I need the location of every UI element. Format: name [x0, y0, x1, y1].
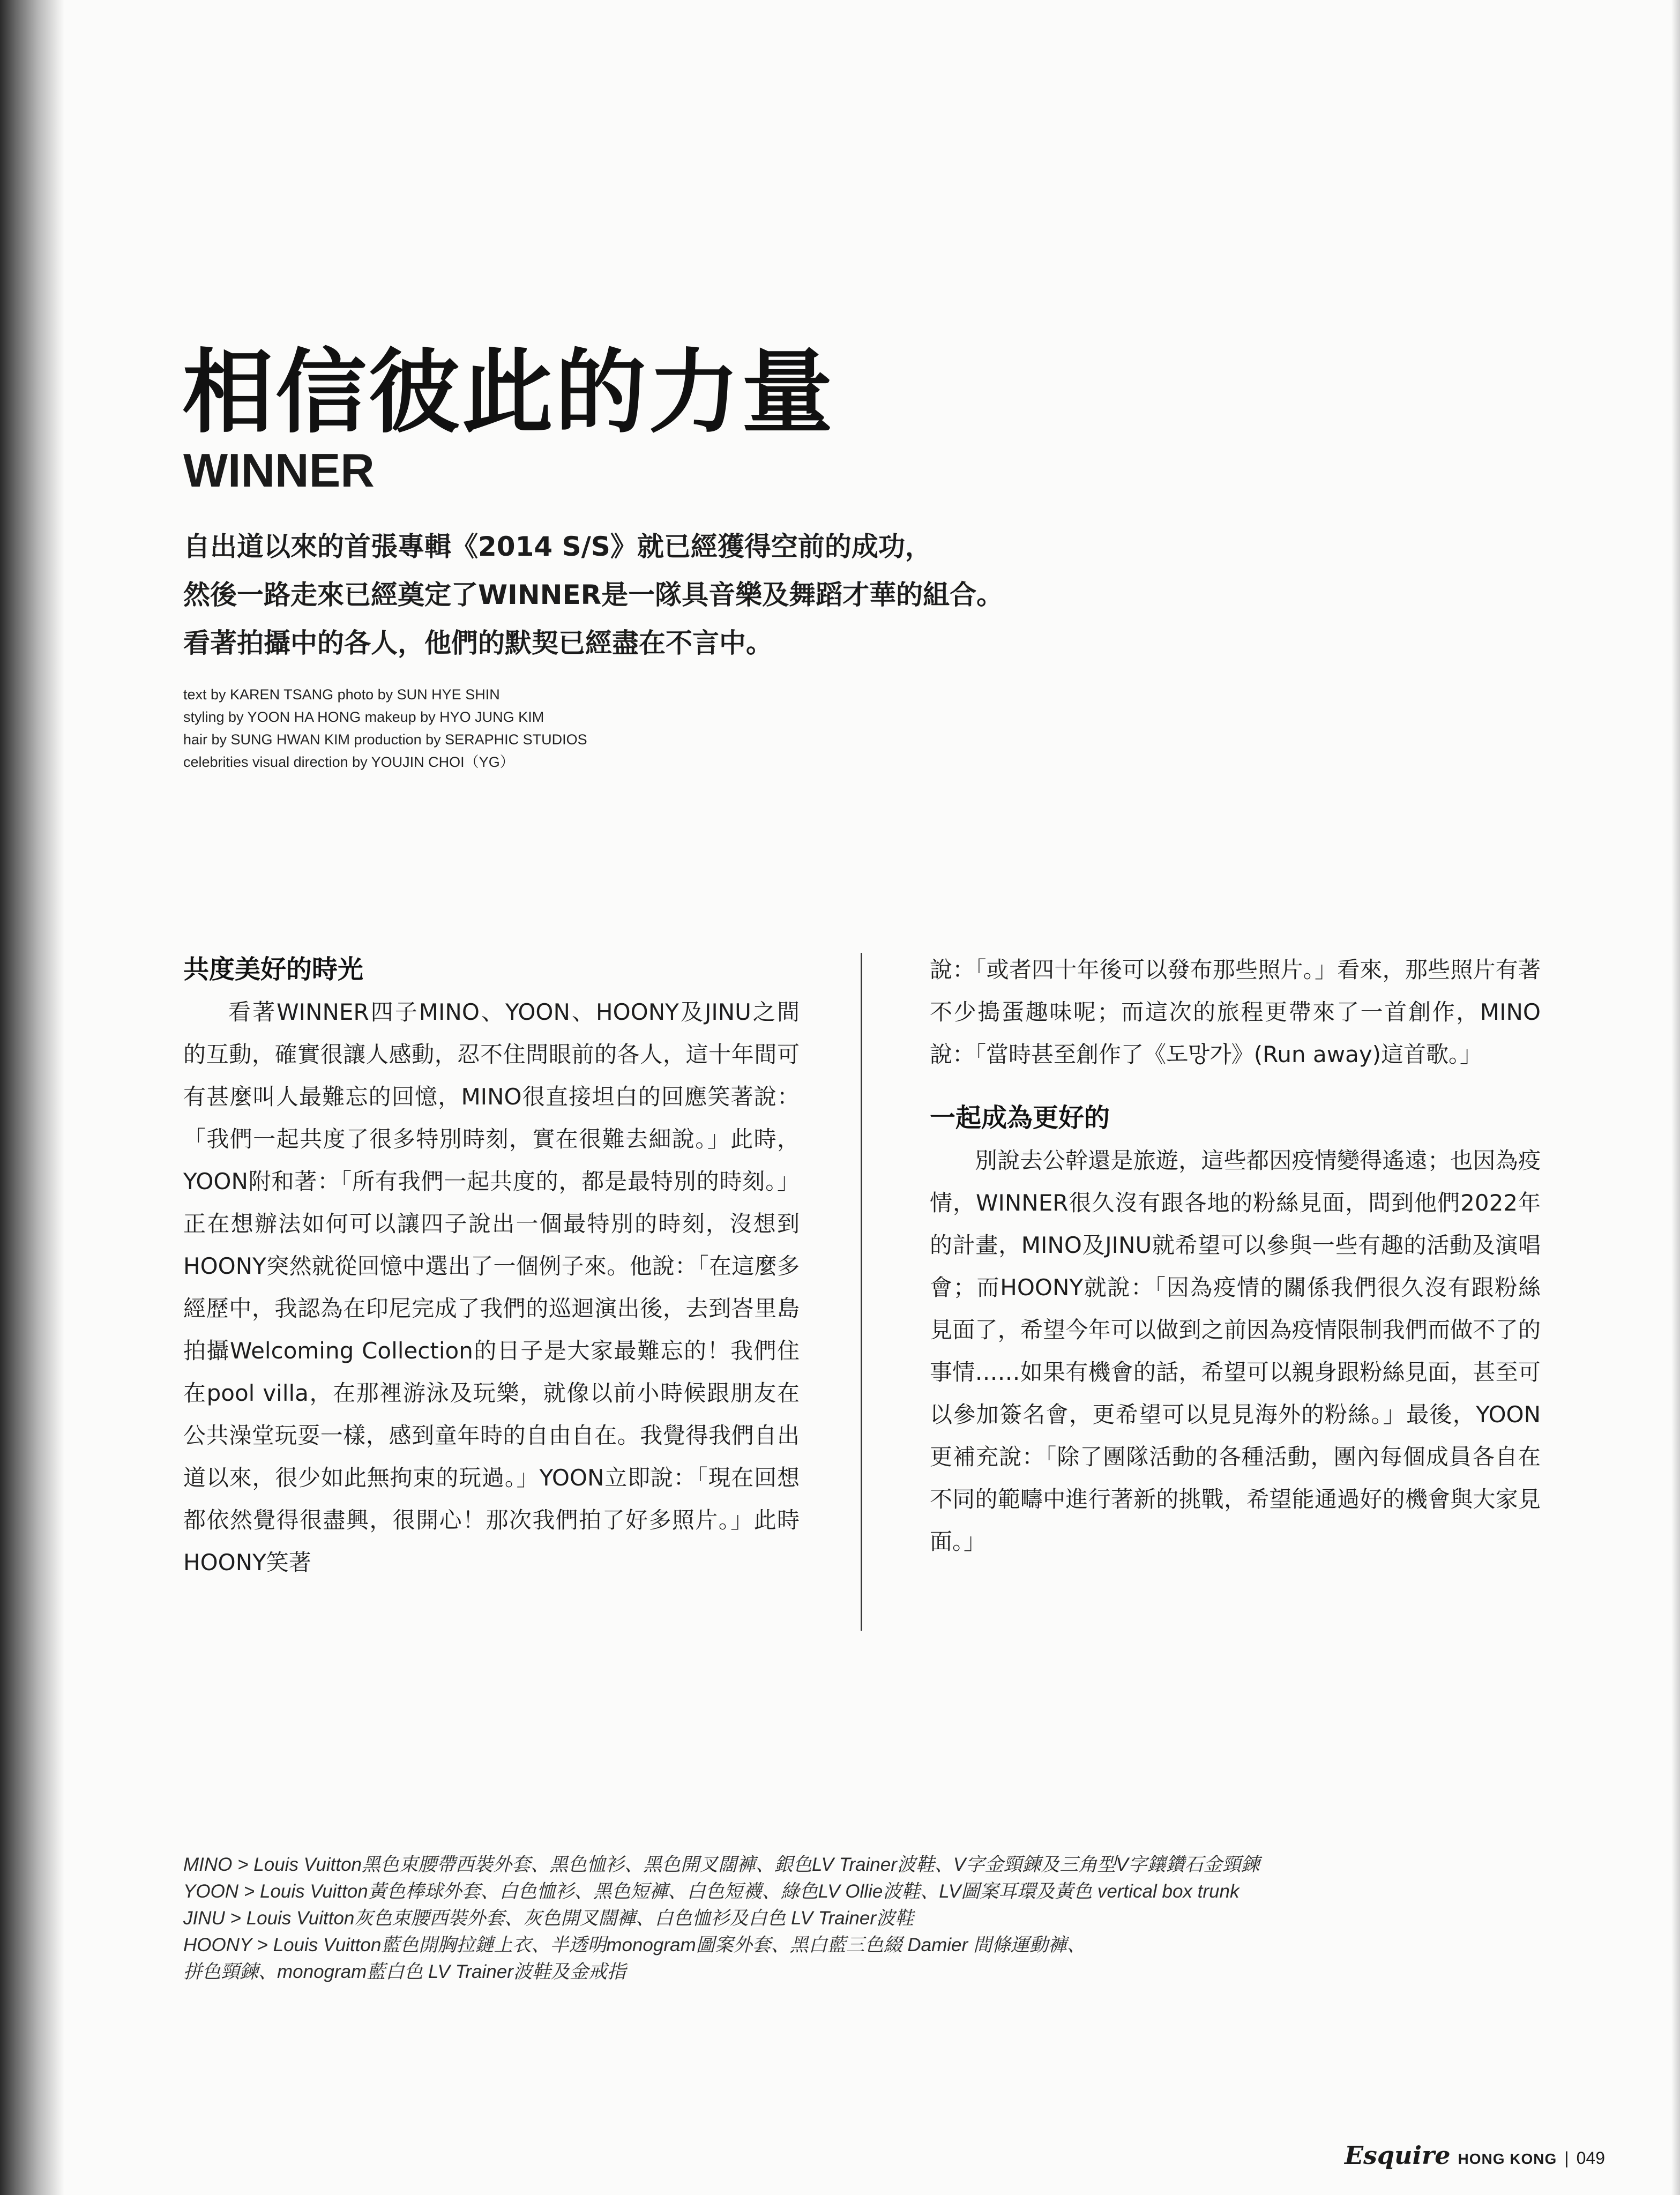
outfit-line-hoony: HOONY > Louis Vuitton藍色開胸拉鏈上衣、半透明monogram圖案外套、黑白藍三色綴 Damier 間條運動褲、	[183, 1935, 1086, 1955]
credit-line: hair by SUNG HWAN KIM production by SERAPHIC STUDIOS	[183, 731, 587, 748]
right-column	[930, 949, 1541, 1563]
article-lede	[183, 522, 1416, 667]
credit-line: celebrities visual direction by YOUJIN CHOI（YG）	[183, 754, 514, 770]
lede-line: 然後一路走來已經奠定了WINNER是一隊具音樂及舞蹈才華的組合。	[183, 579, 1004, 610]
footer-separator: |	[1564, 2148, 1569, 2168]
article-subtitle: WINNER	[183, 444, 375, 497]
credit-line: styling by YOON HA HONG makeup by HYO JUNG KIM	[183, 709, 544, 725]
outfit-line-mino: MINO > Louis Vuitton黑色束腰帶西裝外套、黑色恤衫、黑色開叉闊褲、銀色LV Trainer波鞋、V字金頸鍊及三角型V字鑲鑽石金頸鍊	[183, 1854, 1260, 1875]
outfit-line-hoony-cont: 拼色頸鍊、monogram藍白色 LV Trainer波鞋及金戒指	[183, 1961, 626, 1982]
magazine-region: HONG KONG	[1458, 2151, 1557, 2167]
section-heading-shared-time: 共度美好的時光	[183, 954, 364, 984]
page-gutter-shadow	[0, 0, 64, 2195]
lede-line: 自出道以來的首張專輯《2014 S/S》就已經獲得空前的成功，	[183, 531, 932, 562]
outfit-line-jinu: JINU > Louis Vuitton灰色束腰西裝外套、灰色開叉闊褲、白色恤衫及白色 LV Trainer波鞋	[183, 1908, 914, 1929]
outfit-line-yoon: YOON > Louis Vuitton黃色棒球外套、白色恤衫、黑色短褲、白色短襪、綠色LV Ollie波鞋、LV圖案耳環及黃色 vertical box trunk	[183, 1881, 1240, 1902]
page-number: 049	[1576, 2148, 1605, 2168]
section-heading-better-together: 一起成為更好的	[930, 1103, 1110, 1133]
magazine-logo: Esquire	[1344, 2141, 1451, 2170]
page-footer	[1345, 2141, 1605, 2170]
page-edge-shadow	[1671, 0, 1680, 2195]
article-credits	[183, 683, 987, 773]
lede-line: 看著拍攝中的各人，他們的默契已經盡在不言中。	[183, 628, 773, 659]
column-divider	[861, 953, 862, 1631]
credit-line: text by KAREN TSANG photo by SUN HYE SHIN	[183, 686, 500, 703]
left-column	[183, 949, 800, 1584]
section-body-better-together: 別說去公幹還是旅遊，這些都因疫情變得遙遠；也因為疫情，WINNER很久沒有跟各地的粉絲見面，問到他們2022年的計畫，MINO及JINU就希望可以參與一些有趣的活動及演唱會；而HOONY就說：「因為疫情的關係我們很久沒有跟粉絲見面了，希望今年可以做到之前因為疫情限制我們而做不了的事情……如果有機會的話，希望可以親身跟粉絲見面，甚至可以參加簽名會，更希望可以見見海外的粉絲。」最後，YOON更補充說：「除了團隊活動的各種活動，團內每個成員各自在不同的範疇中進行著新的挑戰，希望能通過好的機會與大家見面。」	[930, 1147, 1541, 1555]
section-body-shared-time: 看著WINNER四子MINO、YOON、HOONY及JINU之間的互動，確實很讓人感動，忍不住問眼前的各人，這十年間可有甚麼叫人最難忘的回憶，MINO很直接坦白的回應笑著說：「我們一起共度了很多特別時刻，實在很難去細說。」此時，YOON附和著：「所有我們一起共度的，都是最特別的時刻。」正在想辦法如何可以讓四子說出一個最特別的時刻，沒想到HOONY突然就從回憶中選出了一個例子來。他說：「在這麼多經歷中，我認為在印尼完成了我們的巡迴演出後，去到峇里島拍攝Welcoming Collection的日子是大家最難忘的！我們住在pool villa，在那裡游泳及玩樂，就像以前小時候跟朋友在公共澡堂玩耍一樣，感到童年時的自由自在。我覺得我們自出道以來，很少如此無拘束的玩過。」YOON立即說：「現在回想都依然覺得很盡興，很開心！那次我們拍了好多照片。」此時HOONY笑著	[183, 999, 800, 1576]
outfit-credits	[183, 1851, 1523, 1985]
article-title: 相信彼此的力量	[182, 340, 835, 446]
section-body-continuation: 說：「或者四十年後可以發布那些照片。」看來，那些照片有著不少搗蛋趣味呢；而這次的旅程更帶來了一首創作，MINO說：「當時甚至創作了《도망가》(Run away)這首歌。」	[930, 957, 1541, 1067]
